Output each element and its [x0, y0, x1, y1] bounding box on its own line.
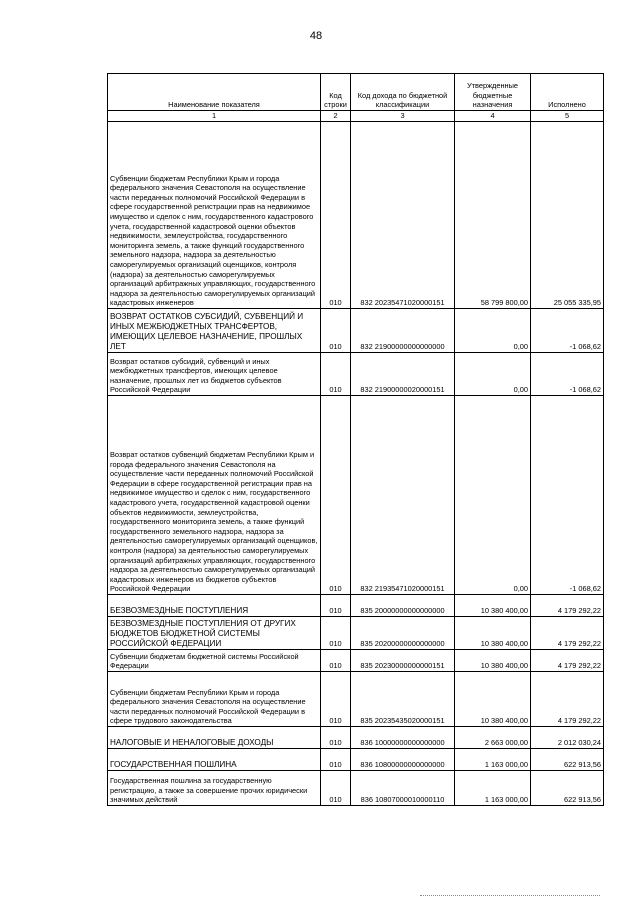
table-row	[108, 771, 604, 806]
row-executed: 2 012 030,24	[531, 727, 604, 749]
row-executed: 4 179 292,22	[531, 672, 604, 727]
row-code: 010	[321, 595, 351, 617]
row-code: 010	[321, 617, 351, 650]
table-row	[108, 396, 604, 595]
row-approved: 0,00	[455, 396, 531, 595]
table-row	[108, 595, 604, 617]
row-kbk: 835 20000000000000000	[351, 595, 455, 617]
table-row	[108, 672, 604, 727]
row-executed: -1 068,62	[531, 396, 604, 595]
table-header-row	[108, 74, 604, 111]
row-approved: 1 163 000,00	[455, 771, 531, 806]
table-row	[108, 309, 604, 353]
row-executed: 622 913,56	[531, 771, 604, 806]
page-bottom-rule	[420, 895, 600, 896]
row-approved: 10 380 400,00	[455, 617, 531, 650]
column-number: 5	[531, 111, 604, 122]
header-code: Код строки	[321, 74, 351, 111]
row-approved: 58 799 800,00	[455, 122, 531, 309]
page-number: 48	[309, 30, 323, 42]
row-name: Субвенции бюджетам Республики Крым и города федерального значения Севастополя на осуществление части переданных полномочий Российской Федерации в сфере государственной регистрации прав на недвижимое имущество и сделок с ним, государственного кадастрового учета, государственной кадастровой оценки объектов недвижимости, землеустройства, государственного мониторинга земель, а также функций государственного земельного надзора, надзора за деятельностью саморегулируемых организаций оценщиков, контроля (надзора) за деятельностью саморегулируемых организаций арбитражных управляющих, государственного надзора за деятельностью саморегулируемых организаций кадастровых инженеров	[108, 122, 321, 309]
row-kbk: 835 20235435020000151	[351, 672, 455, 727]
row-approved: 10 380 400,00	[455, 595, 531, 617]
table-row	[108, 122, 604, 309]
column-number: 2	[321, 111, 351, 122]
row-approved: 0,00	[455, 309, 531, 353]
row-code: 010	[321, 353, 351, 396]
row-kbk: 832 21935471020000151	[351, 396, 455, 595]
row-executed: 622 913,56	[531, 749, 604, 771]
row-code: 010	[321, 396, 351, 595]
header-kbk: Код дохода по бюджетной классификации	[351, 74, 455, 111]
row-code: 010	[321, 727, 351, 749]
row-kbk: 836 10800000000000000	[351, 749, 455, 771]
row-code: 010	[321, 672, 351, 727]
column-number: 1	[108, 111, 321, 122]
column-number-row	[108, 111, 604, 122]
row-kbk: 832 20235471020000151	[351, 122, 455, 309]
row-executed: 4 179 292,22	[531, 595, 604, 617]
row-code: 010	[321, 650, 351, 672]
row-executed: 4 179 292,22	[531, 617, 604, 650]
header-name: Наименование показателя	[108, 74, 321, 111]
row-code: 010	[321, 309, 351, 353]
table-row	[108, 353, 604, 396]
row-name: НАЛОГОВЫЕ И НЕНАЛОГОВЫЕ ДОХОДЫ	[108, 727, 321, 749]
table-row	[108, 749, 604, 771]
table-row	[108, 727, 604, 749]
row-kbk: 832 21900000000000000	[351, 309, 455, 353]
header-approved: Утвержденные бюджетные назначения	[455, 74, 531, 111]
row-name: ГОСУДАРСТВЕННАЯ ПОШЛИНА	[108, 749, 321, 771]
row-approved: 1 163 000,00	[455, 749, 531, 771]
row-approved: 0,00	[455, 353, 531, 396]
row-executed: 25 055 335,95	[531, 122, 604, 309]
row-approved: 2 663 000,00	[455, 727, 531, 749]
row-kbk: 835 20200000000000000	[351, 617, 455, 650]
row-name: Возврат остатков субвенций бюджетам Республики Крым и города федерального значения Севастополя на осуществление части переданных полномочий Российской Федерации в сфере государственной регистрации прав на недвижимое имущество и сделок с ним, государственного кадастрового учета, государственной кадастровой оценки объектов недвижимости, землеустройства, государственного мониторинга земель, а также функций государственного земельного надзора, надзора за деятельностью саморегулируемых организаций оценщиков, контроля (надзора) за деятельностью саморегулируемых организаций арбитражных управляющих, государственного надзора за деятельностью саморегулируемых организаций кадастровых инженеров из бюджетов субъектов Российской Федерации	[108, 396, 321, 595]
row-approved: 10 380 400,00	[455, 672, 531, 727]
row-code: 010	[321, 771, 351, 806]
row-kbk: 832 21900000020000151	[351, 353, 455, 396]
budget-execution-table	[107, 73, 604, 806]
row-name: Государственная пошлина за государственную регистрацию, а также за совершение прочих юридически значимых действий	[108, 771, 321, 806]
header-executed: Исполнено	[531, 74, 604, 111]
row-name: ВОЗВРАТ ОСТАТКОВ СУБСИДИЙ, СУБВЕНЦИЙ И ИНЫХ МЕЖБЮДЖЕТНЫХ ТРАНСФЕРТОВ, ИМЕЮЩИХ ЦЕЛЕВОЕ НАЗНАЧЕНИЕ, ПРОШЛЫХ ЛЕТ	[108, 309, 321, 353]
row-kbk: 835 20230000000000151	[351, 650, 455, 672]
row-name: Возврат остатков субсидий, субвенций и иных межбюджетных трансфертов, имеющих целевое назначение, прошлых лет из бюджетов субъектов Российской Федерации	[108, 353, 321, 396]
row-name: Субвенции бюджетам бюджетной системы Российской Федерации	[108, 650, 321, 672]
row-executed: -1 068,62	[531, 309, 604, 353]
row-name: Субвенции бюджетам Республики Крым и города федерального значения Севастополя на осуществление части переданных полномочий Российской Федерации в сфере трудового законодательства	[108, 672, 321, 727]
row-executed: -1 068,62	[531, 353, 604, 396]
row-executed: 4 179 292,22	[531, 650, 604, 672]
column-number: 3	[351, 111, 455, 122]
row-approved: 10 380 400,00	[455, 650, 531, 672]
table-row	[108, 617, 604, 650]
column-number: 4	[455, 111, 531, 122]
table-row	[108, 650, 604, 672]
row-name: БЕЗВОЗМЕЗДНЫЕ ПОСТУПЛЕНИЯ ОТ ДРУГИХ БЮДЖЕТОВ БЮДЖЕТНОЙ СИСТЕМЫ РОССИЙСКОЙ ФЕДЕРАЦИИ	[108, 617, 321, 650]
row-code: 010	[321, 749, 351, 771]
row-kbk: 836 10000000000000000	[351, 727, 455, 749]
row-code: 010	[321, 122, 351, 309]
row-kbk: 836 10807000010000110	[351, 771, 455, 806]
row-name: БЕЗВОЗМЕЗДНЫЕ ПОСТУПЛЕНИЯ	[108, 595, 321, 617]
